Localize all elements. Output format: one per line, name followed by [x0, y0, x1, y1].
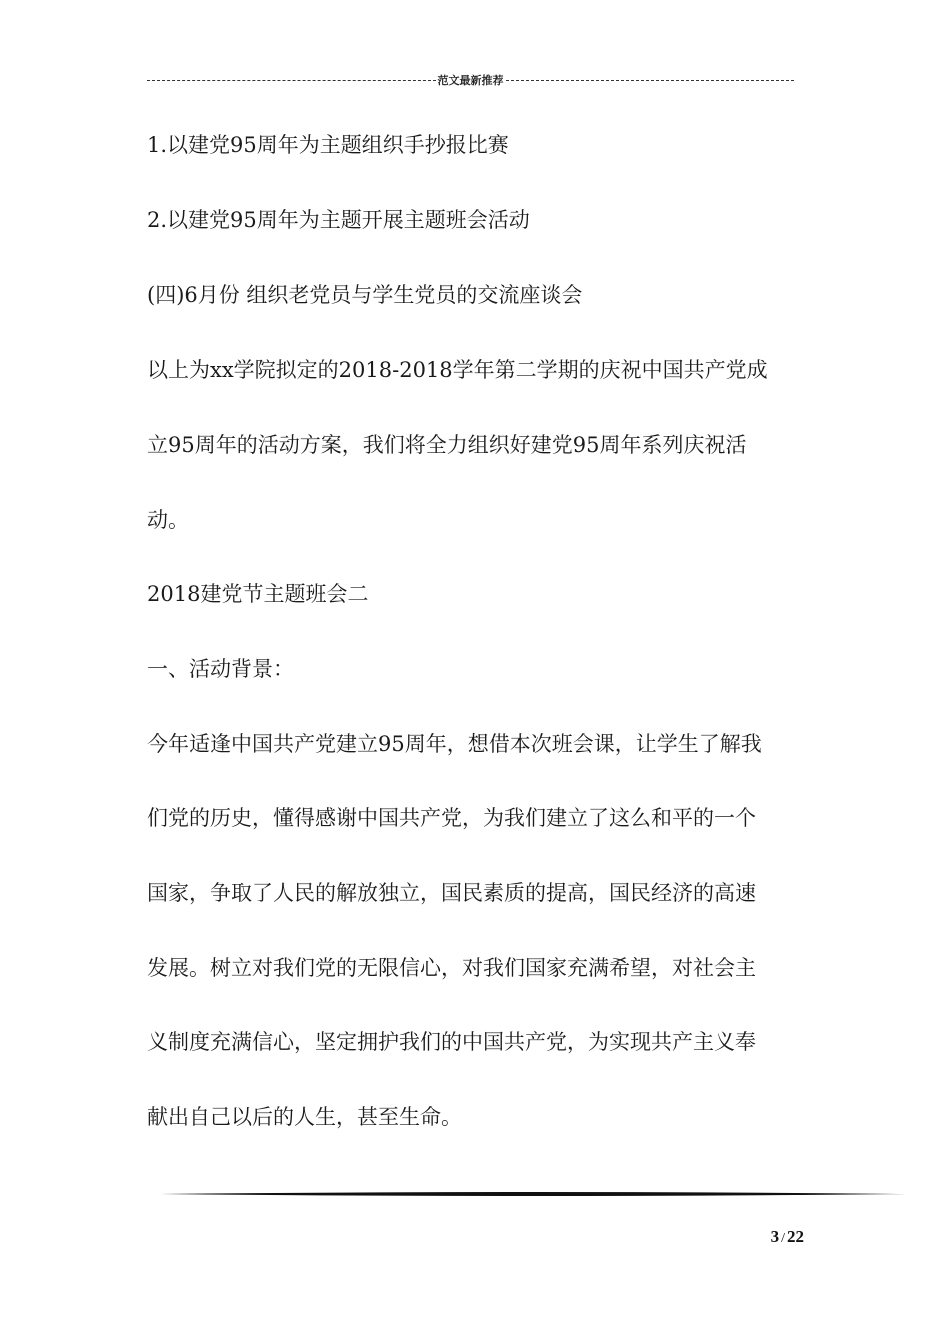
body-line: 义制度充满信心，坚定拥护我们的中国共产党，为实现共产主义奉	[147, 1030, 756, 1054]
body-line: 立95周年的活动方案，我们将全力组织好建党95周年系列庆祝活	[147, 433, 747, 457]
body-line: 以上为xx学院拟定的2018-2018学年第二学期的庆祝中国共产党成	[147, 358, 768, 382]
header-title: 范文最新推荐	[437, 74, 504, 87]
header-dash-right	[506, 80, 795, 81]
body-line: 今年适逢中国共产党建立95周年，想借本次班会课，让学生了解我	[147, 732, 762, 756]
body-line: 动。	[147, 508, 189, 532]
subsection-heading: 一、活动背景：	[147, 657, 294, 681]
section-heading: 2018建党节主题班会二	[147, 582, 369, 606]
page-separator: /	[781, 1231, 785, 1246]
body-line: 1.以建党95周年为主题组织手抄报比赛	[147, 133, 509, 157]
footer-divider	[160, 1190, 906, 1198]
body-line: 国家，争取了人民的解放独立，国民素质的提高，国民经济的高速	[147, 881, 756, 905]
body-line: 们党的历史，懂得感谢中国共产党，为我们建立了这么和平的一个	[147, 806, 756, 830]
total-pages: 22	[787, 1227, 804, 1246]
page-header	[147, 70, 794, 90]
header-dash-left	[147, 80, 436, 81]
page-number	[730, 1227, 804, 1247]
current-page: 3	[770, 1227, 780, 1246]
body-line: (四)6月份 组织老党员与学生党员的交流座谈会	[147, 283, 583, 307]
body-line: 2.以建党95周年为主题开展主题班会活动	[147, 208, 530, 232]
body-line: 献出自己以后的人生，甚至生命。	[147, 1105, 462, 1129]
body-line: 发展。树立对我们党的无限信心，对我们国家充满希望，对社会主	[147, 956, 756, 980]
